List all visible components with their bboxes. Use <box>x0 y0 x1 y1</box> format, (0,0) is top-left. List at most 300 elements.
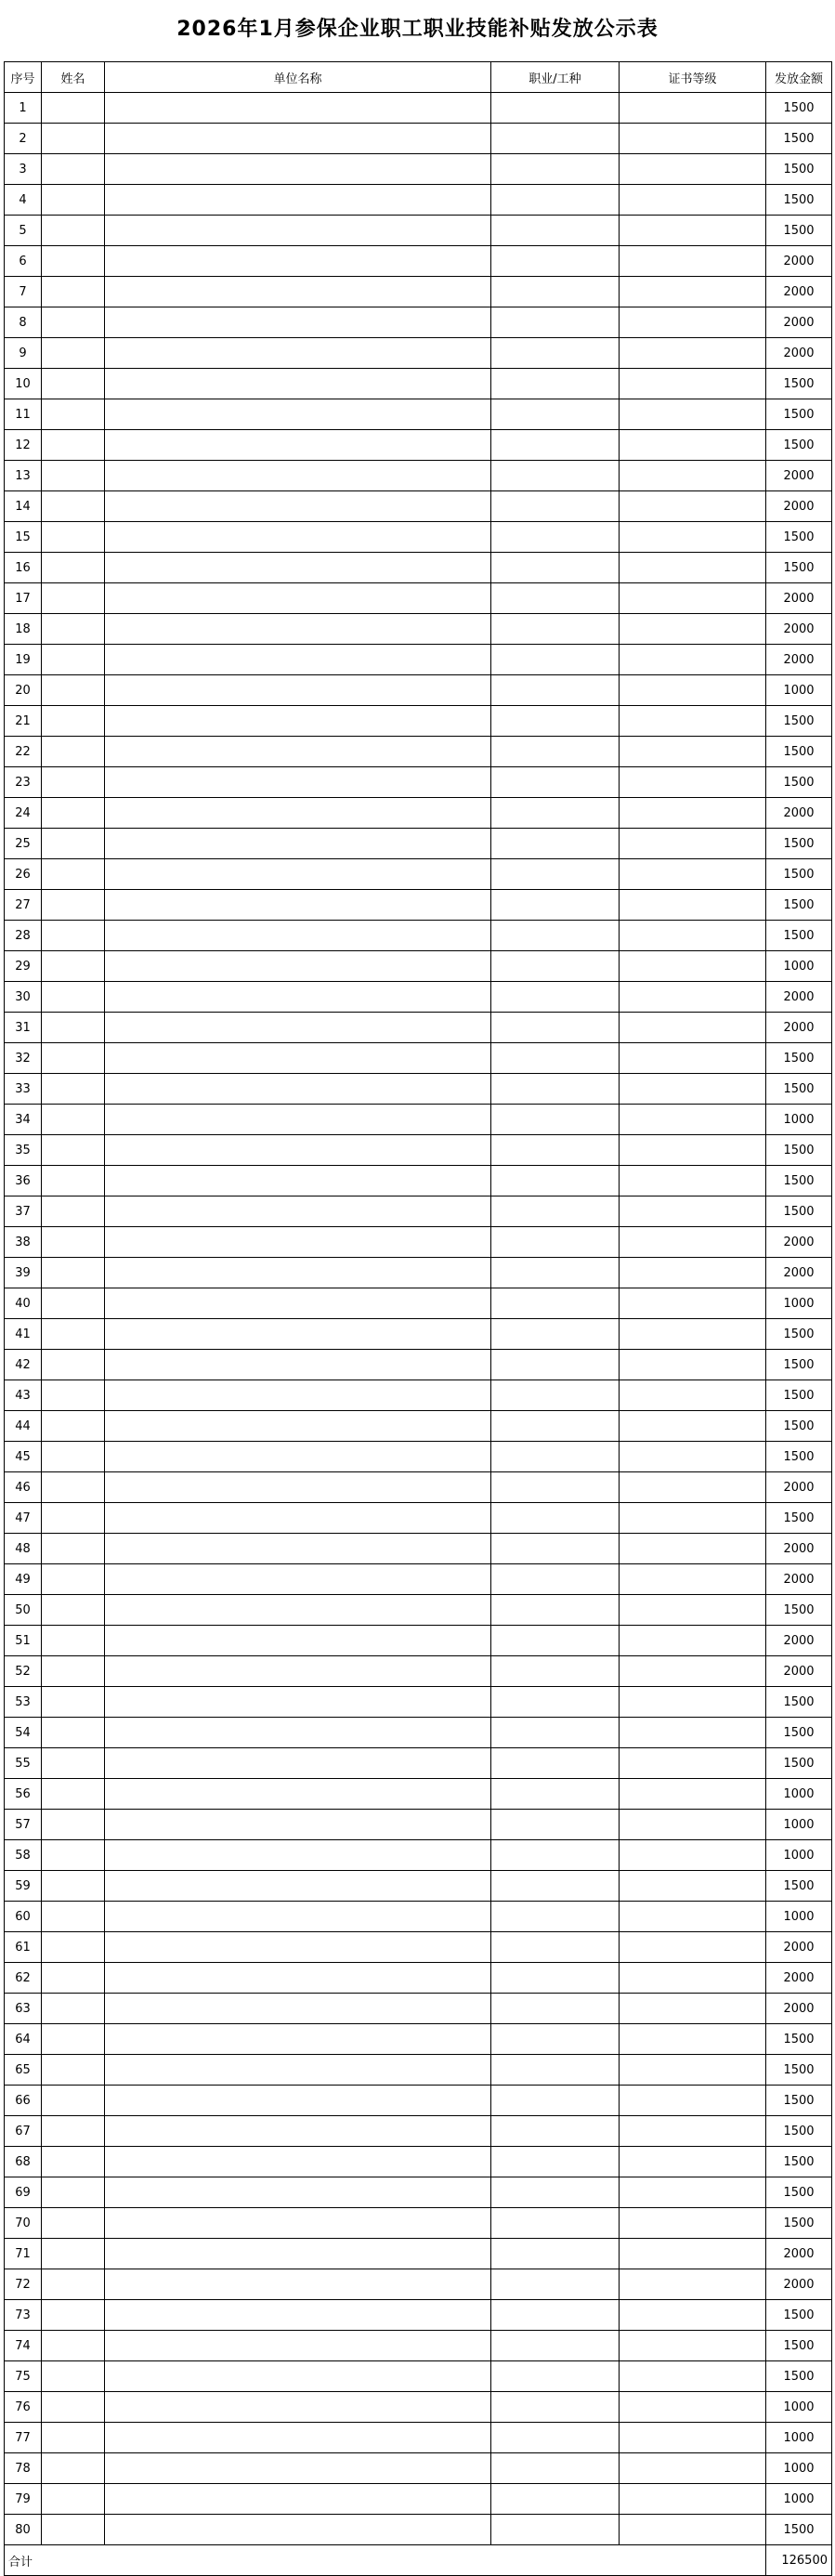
row-company <box>105 2116 491 2147</box>
row-amount: 2000 <box>766 277 832 307</box>
row-cert <box>620 1472 766 1503</box>
table-row <box>5 553 832 583</box>
row-name <box>42 1656 105 1687</box>
row-company <box>105 2484 491 2515</box>
row-company <box>105 553 491 583</box>
row-name <box>42 93 105 124</box>
row-no: 78 <box>5 2453 42 2484</box>
row-cert <box>620 185 766 216</box>
row-job <box>491 2239 620 2269</box>
row-no: 53 <box>5 1687 42 1718</box>
table-row <box>5 1288 832 1319</box>
row-no: 16 <box>5 553 42 583</box>
table-row <box>5 1932 832 1963</box>
row-company <box>105 1166 491 1196</box>
row-name <box>42 124 105 154</box>
row-cert <box>620 522 766 553</box>
row-amount: 1500 <box>766 2331 832 2361</box>
row-amount: 1500 <box>766 1595 832 1626</box>
row-job <box>491 2453 620 2484</box>
table-row <box>5 1687 832 1718</box>
row-no: 71 <box>5 2239 42 2269</box>
row-company <box>105 1196 491 1227</box>
row-amount: 1000 <box>766 675 832 706</box>
row-name <box>42 461 105 491</box>
row-name <box>42 2055 105 2086</box>
row-amount: 1500 <box>766 2177 832 2208</box>
row-no: 51 <box>5 1626 42 1656</box>
table-row <box>5 2239 832 2269</box>
row-job <box>491 2055 620 2086</box>
row-no: 2 <box>5 124 42 154</box>
row-no: 40 <box>5 1288 42 1319</box>
row-job <box>491 583 620 614</box>
row-job <box>491 1258 620 1288</box>
row-job <box>491 1227 620 1258</box>
row-company <box>105 2177 491 2208</box>
row-amount: 1500 <box>766 185 832 216</box>
row-no: 26 <box>5 859 42 890</box>
row-name <box>42 1779 105 1810</box>
row-company <box>105 1564 491 1595</box>
table-row <box>5 2024 832 2055</box>
row-job <box>491 246 620 277</box>
row-no: 65 <box>5 2055 42 2086</box>
row-job <box>491 921 620 951</box>
row-cert <box>620 1196 766 1227</box>
table-row <box>5 369 832 399</box>
row-company <box>105 2453 491 2484</box>
row-name <box>42 246 105 277</box>
row-name <box>42 1380 105 1411</box>
row-amount: 2000 <box>766 1013 832 1043</box>
row-cert <box>620 2484 766 2515</box>
row-name <box>42 1687 105 1718</box>
total-amount: 126500 <box>766 2545 832 2576</box>
row-no: 54 <box>5 1718 42 1748</box>
row-name <box>42 1718 105 1748</box>
row-no: 68 <box>5 2147 42 2177</box>
row-company <box>105 1411 491 1442</box>
table-row <box>5 1074 832 1105</box>
row-cert <box>620 1687 766 1718</box>
row-amount: 1500 <box>766 2086 832 2116</box>
row-name <box>42 1196 105 1227</box>
row-cert <box>620 2239 766 2269</box>
row-cert <box>620 2269 766 2300</box>
row-amount: 1500 <box>766 1319 832 1350</box>
row-no: 46 <box>5 1472 42 1503</box>
row-cert <box>620 1288 766 1319</box>
row-job <box>491 1871 620 1902</box>
row-no: 21 <box>5 706 42 737</box>
row-company <box>105 1013 491 1043</box>
row-cert <box>620 2331 766 2361</box>
table-row <box>5 767 832 798</box>
row-company <box>105 154 491 185</box>
row-job <box>491 1350 620 1380</box>
row-company <box>105 675 491 706</box>
row-amount: 1500 <box>766 1871 832 1902</box>
row-name <box>42 1135 105 1166</box>
table-row <box>5 2116 832 2147</box>
table-row <box>5 1718 832 1748</box>
row-no: 73 <box>5 2300 42 2331</box>
row-job <box>491 1626 620 1656</box>
table-row <box>5 1472 832 1503</box>
row-no: 1 <box>5 93 42 124</box>
row-company <box>105 1380 491 1411</box>
table-row <box>5 859 832 890</box>
row-name <box>42 185 105 216</box>
total-label: 合计 <box>5 2545 766 2576</box>
row-name <box>42 951 105 982</box>
table-row <box>5 307 832 338</box>
row-company <box>105 1350 491 1380</box>
row-cert <box>620 1840 766 1871</box>
row-company <box>105 1810 491 1840</box>
table-row <box>5 461 832 491</box>
row-company <box>105 307 491 338</box>
row-no: 70 <box>5 2208 42 2239</box>
row-name <box>42 1442 105 1472</box>
row-cert <box>620 1350 766 1380</box>
row-name <box>42 583 105 614</box>
row-cert <box>620 859 766 890</box>
row-amount: 1500 <box>766 859 832 890</box>
row-no: 14 <box>5 491 42 522</box>
table-row <box>5 1380 832 1411</box>
row-amount: 2000 <box>766 798 832 829</box>
row-job <box>491 1810 620 1840</box>
row-amount: 1500 <box>766 2515 832 2545</box>
row-no: 19 <box>5 645 42 675</box>
row-company <box>105 2361 491 2392</box>
row-no: 77 <box>5 2423 42 2453</box>
row-company <box>105 399 491 430</box>
row-job <box>491 277 620 307</box>
row-name <box>42 1227 105 1258</box>
row-name <box>42 2484 105 2515</box>
row-company <box>105 93 491 124</box>
row-name <box>42 1105 105 1135</box>
table-row <box>5 2269 832 2300</box>
row-company <box>105 1871 491 1902</box>
row-no: 27 <box>5 890 42 921</box>
row-job <box>491 1043 620 1074</box>
row-company <box>105 1840 491 1871</box>
row-company <box>105 1595 491 1626</box>
row-job <box>491 1411 620 1442</box>
row-amount: 2000 <box>766 1994 832 2024</box>
row-no: 9 <box>5 338 42 369</box>
row-cert <box>620 2208 766 2239</box>
row-cert <box>620 461 766 491</box>
table-row <box>5 2147 832 2177</box>
row-no: 62 <box>5 1963 42 1994</box>
row-no: 25 <box>5 829 42 859</box>
row-name <box>42 2300 105 2331</box>
row-job <box>491 2177 620 2208</box>
table-row <box>5 1503 832 1534</box>
row-name <box>42 1871 105 1902</box>
row-job <box>491 1534 620 1564</box>
row-name <box>42 2453 105 2484</box>
row-name <box>42 1258 105 1288</box>
row-job <box>491 522 620 553</box>
row-name <box>42 154 105 185</box>
row-amount: 2000 <box>766 2269 832 2300</box>
row-cert <box>620 1043 766 1074</box>
table-row <box>5 614 832 645</box>
row-amount: 1500 <box>766 2147 832 2177</box>
header-no: 序号 <box>5 62 42 93</box>
row-company <box>105 2208 491 2239</box>
row-amount: 1000 <box>766 1779 832 1810</box>
row-name <box>42 1963 105 1994</box>
row-company <box>105 430 491 461</box>
row-name <box>42 553 105 583</box>
header-job: 职业/工种 <box>491 62 620 93</box>
row-cert <box>620 890 766 921</box>
row-cert <box>620 645 766 675</box>
row-job <box>491 2331 620 2361</box>
row-cert <box>620 1411 766 1442</box>
row-job <box>491 2086 620 2116</box>
table-row <box>5 1963 832 1994</box>
row-cert <box>620 369 766 399</box>
row-cert <box>620 1258 766 1288</box>
table-row <box>5 93 832 124</box>
row-company <box>105 1227 491 1258</box>
row-no: 34 <box>5 1105 42 1135</box>
row-cert <box>620 798 766 829</box>
table-row <box>5 583 832 614</box>
table-row <box>5 1442 832 1472</box>
row-cert <box>620 583 766 614</box>
row-company <box>105 338 491 369</box>
row-name <box>42 2116 105 2147</box>
row-company <box>105 1472 491 1503</box>
row-job <box>491 982 620 1013</box>
row-name <box>42 1564 105 1595</box>
row-no: 36 <box>5 1166 42 1196</box>
row-amount: 2000 <box>766 2239 832 2269</box>
table-row <box>5 921 832 951</box>
row-cert <box>620 1166 766 1196</box>
row-name <box>42 982 105 1013</box>
row-amount: 2000 <box>766 307 832 338</box>
row-amount: 1500 <box>766 1442 832 1472</box>
row-job <box>491 829 620 859</box>
table-row <box>5 706 832 737</box>
row-name <box>42 1472 105 1503</box>
table-row <box>5 1840 832 1871</box>
row-job <box>491 767 620 798</box>
row-cert <box>620 829 766 859</box>
row-job <box>491 1442 620 1472</box>
row-name <box>42 829 105 859</box>
row-company <box>105 216 491 246</box>
row-amount: 2000 <box>766 614 832 645</box>
row-name <box>42 645 105 675</box>
row-amount: 1500 <box>766 1748 832 1779</box>
row-company <box>105 2392 491 2423</box>
table-row <box>5 124 832 154</box>
row-cert <box>620 1656 766 1687</box>
row-company <box>105 1135 491 1166</box>
row-name <box>42 338 105 369</box>
row-cert <box>620 1013 766 1043</box>
row-company <box>105 1043 491 1074</box>
row-job <box>491 2208 620 2239</box>
table-row <box>5 890 832 921</box>
table-row <box>5 798 832 829</box>
row-cert <box>620 737 766 767</box>
table-row <box>5 829 832 859</box>
row-amount: 2000 <box>766 645 832 675</box>
row-amount: 1500 <box>766 1135 832 1166</box>
row-cert <box>620 1105 766 1135</box>
table-row <box>5 2515 832 2545</box>
row-amount: 1000 <box>766 951 832 982</box>
row-no: 18 <box>5 614 42 645</box>
table-row <box>5 2331 832 2361</box>
row-company <box>105 1105 491 1135</box>
row-no: 39 <box>5 1258 42 1288</box>
row-no: 76 <box>5 2392 42 2423</box>
row-name <box>42 1350 105 1380</box>
row-name <box>42 522 105 553</box>
row-no: 64 <box>5 2024 42 2055</box>
row-company <box>105 2269 491 2300</box>
row-company <box>105 1687 491 1718</box>
row-name <box>42 2177 105 2208</box>
row-no: 30 <box>5 982 42 1013</box>
row-no: 20 <box>5 675 42 706</box>
row-job <box>491 2147 620 2177</box>
row-cert <box>620 1963 766 1994</box>
table-row <box>5 2300 832 2331</box>
row-company <box>105 1074 491 1105</box>
row-company <box>105 982 491 1013</box>
row-job <box>491 890 620 921</box>
table-row <box>5 2423 832 2453</box>
row-cert <box>620 2086 766 2116</box>
row-job <box>491 307 620 338</box>
row-name <box>42 1411 105 1442</box>
row-amount: 1500 <box>766 154 832 185</box>
row-amount: 2000 <box>766 1227 832 1258</box>
row-cert <box>620 2055 766 2086</box>
row-no: 29 <box>5 951 42 982</box>
row-job <box>491 185 620 216</box>
row-cert <box>620 2423 766 2453</box>
row-job <box>491 1105 620 1135</box>
row-amount: 1000 <box>766 2392 832 2423</box>
table-row <box>5 491 832 522</box>
row-job <box>491 1932 620 1963</box>
row-job <box>491 553 620 583</box>
table-row <box>5 399 832 430</box>
table-row <box>5 1779 832 1810</box>
row-amount: 1500 <box>766 369 832 399</box>
table-row <box>5 1227 832 1258</box>
row-name <box>42 1074 105 1105</box>
table-row <box>5 645 832 675</box>
row-amount: 1500 <box>766 2361 832 2392</box>
row-company <box>105 2055 491 2086</box>
row-amount: 2000 <box>766 338 832 369</box>
row-name <box>42 491 105 522</box>
row-amount: 1500 <box>766 553 832 583</box>
row-job <box>491 859 620 890</box>
row-amount: 1500 <box>766 124 832 154</box>
row-no: 48 <box>5 1534 42 1564</box>
row-cert <box>620 2300 766 2331</box>
row-job <box>491 675 620 706</box>
row-name <box>42 1043 105 1074</box>
table-row <box>5 2453 832 2484</box>
row-no: 56 <box>5 1779 42 1810</box>
row-job <box>491 1503 620 1534</box>
row-amount: 1000 <box>766 1810 832 1840</box>
row-no: 74 <box>5 2331 42 2361</box>
row-no: 10 <box>5 369 42 399</box>
row-no: 69 <box>5 2177 42 2208</box>
row-company <box>105 185 491 216</box>
row-job <box>491 2515 620 2545</box>
row-name <box>42 859 105 890</box>
row-job <box>491 737 620 767</box>
row-cert <box>620 93 766 124</box>
row-no: 12 <box>5 430 42 461</box>
row-cert <box>620 2024 766 2055</box>
row-amount: 1000 <box>766 1105 832 1135</box>
row-company <box>105 1963 491 1994</box>
row-no: 35 <box>5 1135 42 1166</box>
row-cert <box>620 1810 766 1840</box>
row-name <box>42 2269 105 2300</box>
row-company <box>105 2147 491 2177</box>
row-job <box>491 461 620 491</box>
row-job <box>491 93 620 124</box>
row-company <box>105 1748 491 1779</box>
row-amount: 2000 <box>766 1626 832 1656</box>
row-no: 42 <box>5 1350 42 1380</box>
row-company <box>105 1779 491 1810</box>
row-job <box>491 430 620 461</box>
table-row <box>5 216 832 246</box>
table-row <box>5 2086 832 2116</box>
row-job <box>491 1902 620 1932</box>
row-job <box>491 2300 620 2331</box>
row-cert <box>620 2147 766 2177</box>
row-amount: 1500 <box>766 737 832 767</box>
table-row <box>5 1871 832 1902</box>
row-company <box>105 829 491 859</box>
row-cert <box>620 2453 766 2484</box>
row-cert <box>620 216 766 246</box>
row-no: 67 <box>5 2116 42 2147</box>
row-company <box>105 1503 491 1534</box>
row-company <box>105 2086 491 2116</box>
row-cert <box>620 338 766 369</box>
table-header-row <box>5 62 832 93</box>
row-amount: 2000 <box>766 1472 832 1503</box>
row-job <box>491 1779 620 1810</box>
row-job <box>491 2024 620 2055</box>
